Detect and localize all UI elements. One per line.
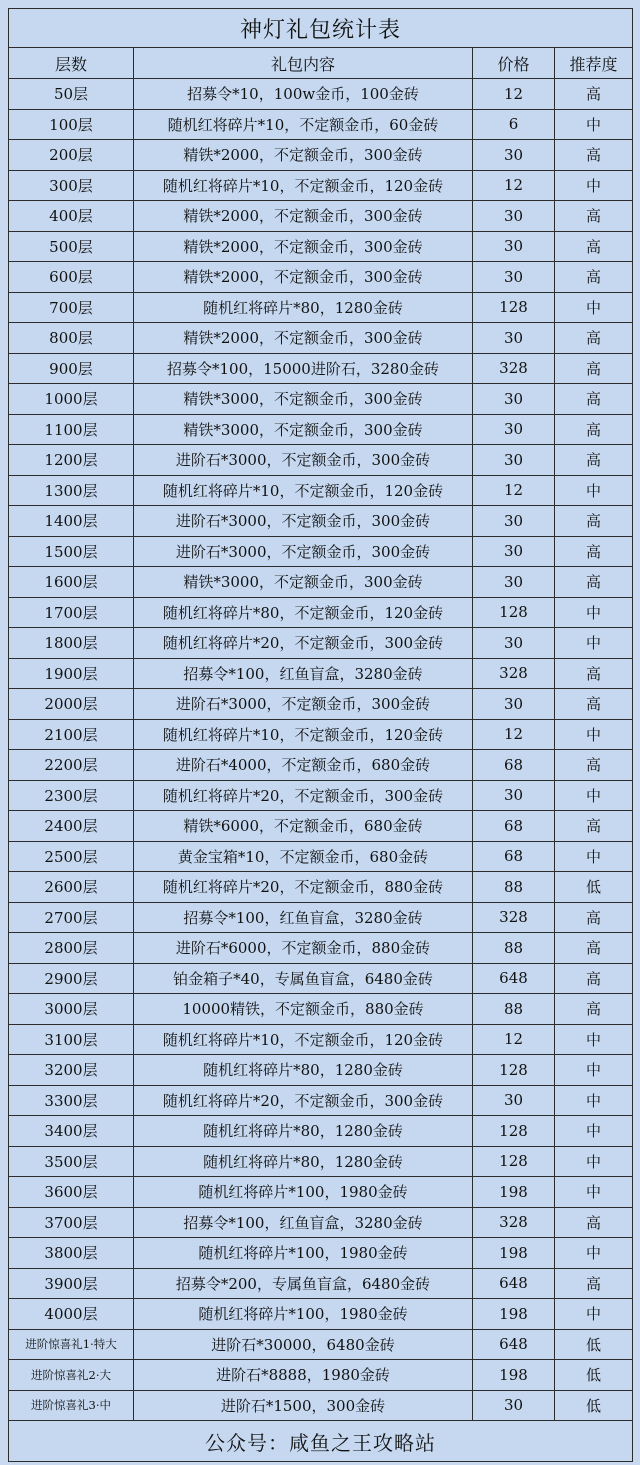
table-row (9, 414, 633, 445)
cell-level: 3600层 (9, 1177, 134, 1208)
cell-price: 128 (473, 597, 555, 628)
cell-content: 黄金宝箱*10，不定额金币，680金砖 (134, 841, 473, 872)
cell-content: 随机红将碎片*20，不定额金币，300金砖 (134, 780, 473, 811)
table-row (9, 475, 633, 506)
cell-rating: 高 (555, 811, 633, 842)
table-row (9, 1146, 633, 1177)
table-row (9, 689, 633, 720)
cell-price: 12 (473, 170, 555, 201)
cell-price: 30 (473, 506, 555, 537)
cell-rating: 高 (555, 1268, 633, 1299)
cell-content: 随机红将碎片*80，不定额金币，120金砖 (134, 597, 473, 628)
cell-content: 随机红将碎片*100，1980金砖 (134, 1238, 473, 1269)
cell-level: 2800层 (9, 933, 134, 964)
table-row (9, 1299, 633, 1330)
cell-level: 1600层 (9, 567, 134, 598)
cell-content: 随机红将碎片*20，不定额金币，880金砖 (134, 872, 473, 903)
cell-rating: 高 (555, 1207, 633, 1238)
table-row (9, 933, 633, 964)
cell-price: 198 (473, 1238, 555, 1269)
cell-rating: 中 (555, 1146, 633, 1177)
table-row (9, 262, 633, 293)
cell-level: 4000层 (9, 1299, 134, 1330)
cell-price: 128 (473, 1055, 555, 1086)
cell-level: 2600层 (9, 872, 134, 903)
cell-level: 200层 (9, 140, 134, 171)
cell-price: 30 (473, 1390, 555, 1421)
cell-rating: 低 (555, 1329, 633, 1360)
table-row (9, 1085, 633, 1116)
cell-content: 随机红将碎片*10，不定额金币，120金砖 (134, 170, 473, 201)
cell-content: 进阶石*3000，不定额金币，300金砖 (134, 445, 473, 476)
table-row (9, 597, 633, 628)
cell-content: 随机红将碎片*80，1280金砖 (134, 1146, 473, 1177)
cell-content: 铂金箱子*40，专属鱼盲盒，6480金砖 (134, 963, 473, 994)
cell-content: 精铁*6000，不定额金币，680金砖 (134, 811, 473, 842)
cell-rating: 高 (555, 445, 633, 476)
cell-price: 198 (473, 1299, 555, 1330)
cell-price: 328 (473, 353, 555, 384)
cell-rating: 中 (555, 475, 633, 506)
cell-price: 12 (473, 1024, 555, 1055)
table-row (9, 902, 633, 933)
cell-rating: 高 (555, 994, 633, 1025)
table-row (9, 780, 633, 811)
cell-rating: 高 (555, 323, 633, 354)
cell-rating: 高 (555, 963, 633, 994)
cell-price: 88 (473, 933, 555, 964)
cell-content: 进阶石*1500，300金砖 (134, 1390, 473, 1421)
cell-content: 精铁*2000，不定额金币，300金砖 (134, 201, 473, 232)
cell-rating: 高 (555, 231, 633, 262)
cell-price: 30 (473, 445, 555, 476)
cell-content: 进阶石*8888，1980金砖 (134, 1360, 473, 1391)
cell-content: 进阶石*6000，不定额金币，880金砖 (134, 933, 473, 964)
cell-price: 12 (473, 79, 555, 110)
cell-content: 精铁*2000，不定额金币，300金砖 (134, 140, 473, 171)
table-row (9, 353, 633, 384)
cell-level: 2000层 (9, 689, 134, 720)
table-row (9, 140, 633, 171)
cell-price: 30 (473, 414, 555, 445)
cell-content: 招募令*100，红鱼盲盒，3280金砖 (134, 1207, 473, 1238)
cell-price: 128 (473, 1146, 555, 1177)
cell-content: 进阶石*4000，不定额金币，680金砖 (134, 750, 473, 781)
table-row (9, 445, 633, 476)
cell-level: 100层 (9, 109, 134, 140)
cell-level: 1500层 (9, 536, 134, 567)
cell-rating: 中 (555, 1024, 633, 1055)
cell-level: 1200层 (9, 445, 134, 476)
cell-rating: 高 (555, 384, 633, 415)
table-row (9, 79, 633, 110)
cell-price: 128 (473, 292, 555, 323)
cell-rating: 高 (555, 536, 633, 567)
cell-content: 招募令*100，红鱼盲盒，3280金砖 (134, 902, 473, 933)
cell-price: 88 (473, 872, 555, 903)
table-row (9, 292, 633, 323)
cell-level: 300层 (9, 170, 134, 201)
cell-price: 30 (473, 628, 555, 659)
cell-content: 精铁*2000，不定额金币，300金砖 (134, 231, 473, 262)
table-row (9, 872, 633, 903)
cell-level: 600层 (9, 262, 134, 293)
cell-level: 500层 (9, 231, 134, 262)
cell-level: 2100层 (9, 719, 134, 750)
table-row (9, 201, 633, 232)
cell-content: 精铁*2000，不定额金币，300金砖 (134, 323, 473, 354)
cell-price: 30 (473, 536, 555, 567)
table-row (9, 506, 633, 537)
header-price: 价格 (473, 48, 555, 79)
cell-price: 30 (473, 201, 555, 232)
cell-content: 随机红将碎片*10，不定额金币，120金砖 (134, 719, 473, 750)
table-row (9, 719, 633, 750)
cell-price: 68 (473, 841, 555, 872)
cell-rating: 中 (555, 1085, 633, 1116)
cell-price: 328 (473, 1207, 555, 1238)
cell-price: 128 (473, 1116, 555, 1147)
table-row (9, 1055, 633, 1086)
cell-level: 1700层 (9, 597, 134, 628)
cell-content: 进阶石*3000，不定额金币，300金砖 (134, 689, 473, 720)
cell-content: 进阶石*3000，不定额金币，300金砖 (134, 506, 473, 537)
table-row (9, 109, 633, 140)
table-row (9, 1024, 633, 1055)
cell-content: 招募令*200，专属鱼盲盒，6480金砖 (134, 1268, 473, 1299)
table-row (9, 567, 633, 598)
cell-content: 随机红将碎片*80，1280金砖 (134, 1116, 473, 1147)
cell-content: 精铁*3000，不定额金币，300金砖 (134, 567, 473, 598)
cell-rating: 中 (555, 1177, 633, 1208)
cell-level: 2500层 (9, 841, 134, 872)
cell-level: 2900层 (9, 963, 134, 994)
cell-level: 3000层 (9, 994, 134, 1025)
table-row (9, 1360, 633, 1391)
cell-rating: 高 (555, 658, 633, 689)
table-row (9, 231, 633, 262)
cell-level: 2300层 (9, 780, 134, 811)
cell-content: 精铁*3000，不定额金币，300金砖 (134, 414, 473, 445)
cell-rating: 低 (555, 1360, 633, 1391)
cell-rating: 高 (555, 902, 633, 933)
cell-content: 10000精铁，不定额金币，880金砖 (134, 994, 473, 1025)
cell-price: 30 (473, 780, 555, 811)
gift-table (8, 8, 633, 1462)
cell-price: 648 (473, 963, 555, 994)
cell-price: 30 (473, 384, 555, 415)
cell-rating: 中 (555, 628, 633, 659)
table-row (9, 170, 633, 201)
cell-content: 招募令*10，100w金币，100金砖 (134, 79, 473, 110)
cell-level: 1000层 (9, 384, 134, 415)
cell-rating: 中 (555, 170, 633, 201)
cell-price: 30 (473, 567, 555, 598)
cell-level: 3800层 (9, 1238, 134, 1269)
cell-price: 68 (473, 750, 555, 781)
cell-level: 1100层 (9, 414, 134, 445)
cell-rating: 高 (555, 140, 633, 171)
header-rating: 推荐度 (555, 48, 633, 79)
header-content: 礼包内容 (134, 48, 473, 79)
cell-price: 12 (473, 719, 555, 750)
cell-rating: 中 (555, 109, 633, 140)
cell-level: 3300层 (9, 1085, 134, 1116)
cell-price: 30 (473, 689, 555, 720)
cell-rating: 高 (555, 933, 633, 964)
cell-price: 68 (473, 811, 555, 842)
table-row (9, 384, 633, 415)
cell-price: 648 (473, 1268, 555, 1299)
cell-rating: 中 (555, 1299, 633, 1330)
cell-price: 198 (473, 1360, 555, 1391)
cell-level: 2400层 (9, 811, 134, 842)
table-row (9, 841, 633, 872)
cell-level: 进阶惊喜礼2·大 (9, 1360, 134, 1391)
cell-content: 随机红将碎片*20，不定额金币，300金砖 (134, 1085, 473, 1116)
cell-price: 198 (473, 1177, 555, 1208)
table-row (9, 1177, 633, 1208)
table-row (9, 1207, 633, 1238)
cell-content: 随机红将碎片*10，不定额金币，120金砖 (134, 1024, 473, 1055)
cell-content: 招募令*100，15000进阶石，3280金砖 (134, 353, 473, 384)
cell-rating: 高 (555, 262, 633, 293)
cell-rating: 中 (555, 719, 633, 750)
table-footer: 公众号：咸鱼之王攻略站 (9, 1421, 633, 1462)
cell-price: 30 (473, 231, 555, 262)
cell-content: 随机红将碎片*100，1980金砖 (134, 1177, 473, 1208)
cell-rating: 高 (555, 506, 633, 537)
cell-level: 进阶惊喜礼3·中 (9, 1390, 134, 1421)
cell-content: 精铁*2000，不定额金币，300金砖 (134, 262, 473, 293)
table-row (9, 536, 633, 567)
cell-level: 900层 (9, 353, 134, 384)
cell-rating: 高 (555, 567, 633, 598)
cell-rating: 低 (555, 1390, 633, 1421)
table-row (9, 811, 633, 842)
cell-rating: 中 (555, 1055, 633, 1086)
cell-content: 随机红将碎片*80，1280金砖 (134, 292, 473, 323)
cell-rating: 低 (555, 872, 633, 903)
cell-level: 1800层 (9, 628, 134, 659)
cell-rating: 中 (555, 780, 633, 811)
cell-level: 1900层 (9, 658, 134, 689)
cell-content: 随机红将碎片*80，1280金砖 (134, 1055, 473, 1086)
cell-content: 进阶石*30000，6480金砖 (134, 1329, 473, 1360)
cell-level: 3100层 (9, 1024, 134, 1055)
table-row (9, 750, 633, 781)
cell-rating: 中 (555, 841, 633, 872)
cell-price: 30 (473, 1085, 555, 1116)
cell-content: 精铁*3000，不定额金币，300金砖 (134, 384, 473, 415)
cell-level: 2700层 (9, 902, 134, 933)
cell-rating: 高 (555, 353, 633, 384)
cell-content: 随机红将碎片*100，1980金砖 (134, 1299, 473, 1330)
cell-level: 1300层 (9, 475, 134, 506)
cell-rating: 中 (555, 1238, 633, 1269)
cell-content: 随机红将碎片*20，不定额金币，300金砖 (134, 628, 473, 659)
header-level: 层数 (9, 48, 134, 79)
table-row (9, 994, 633, 1025)
table-row (9, 1116, 633, 1147)
cell-rating: 高 (555, 750, 633, 781)
table-row (9, 963, 633, 994)
cell-price: 88 (473, 994, 555, 1025)
cell-content: 随机红将碎片*10，不定额金币，120金砖 (134, 475, 473, 506)
cell-price: 30 (473, 323, 555, 354)
cell-level: 3700层 (9, 1207, 134, 1238)
table-row (9, 1268, 633, 1299)
cell-level: 2200层 (9, 750, 134, 781)
table-row (9, 1329, 633, 1360)
cell-level: 3500层 (9, 1146, 134, 1177)
table-row (9, 323, 633, 354)
table-row (9, 658, 633, 689)
cell-rating: 中 (555, 597, 633, 628)
cell-price: 12 (473, 475, 555, 506)
cell-rating: 中 (555, 1116, 633, 1147)
cell-price: 30 (473, 140, 555, 171)
cell-level: 800层 (9, 323, 134, 354)
cell-rating: 高 (555, 79, 633, 110)
cell-rating: 高 (555, 414, 633, 445)
cell-content: 进阶石*3000，不定额金币，300金砖 (134, 536, 473, 567)
cell-content: 随机红将碎片*10，不定额金币，60金砖 (134, 109, 473, 140)
table-row (9, 628, 633, 659)
cell-level: 3900层 (9, 1268, 134, 1299)
cell-level: 进阶惊喜礼1·特大 (9, 1329, 134, 1360)
table-row (9, 1390, 633, 1421)
table-title: 神灯礼包统计表 (9, 9, 633, 48)
cell-rating: 高 (555, 689, 633, 720)
cell-price: 648 (473, 1329, 555, 1360)
cell-level: 3400层 (9, 1116, 134, 1147)
cell-level: 1400层 (9, 506, 134, 537)
cell-level: 3200层 (9, 1055, 134, 1086)
gift-table-container (8, 8, 632, 1462)
cell-price: 328 (473, 658, 555, 689)
cell-level: 400层 (9, 201, 134, 232)
cell-rating: 高 (555, 201, 633, 232)
cell-level: 50层 (9, 79, 134, 110)
cell-price: 30 (473, 262, 555, 293)
cell-level: 700层 (9, 292, 134, 323)
table-row (9, 1238, 633, 1269)
cell-price: 328 (473, 902, 555, 933)
cell-content: 招募令*100，红鱼盲盒，3280金砖 (134, 658, 473, 689)
cell-rating: 中 (555, 292, 633, 323)
cell-price: 6 (473, 109, 555, 140)
